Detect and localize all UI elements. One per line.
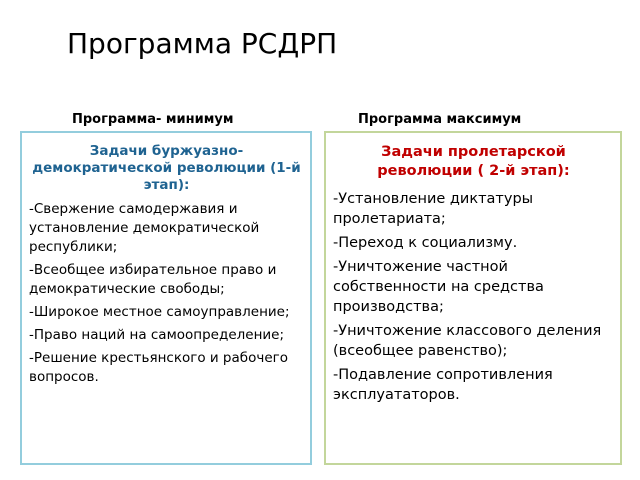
list-item: -Переход к социализму. [333,235,518,251]
maximum-program-heading: Программа максимум [358,112,522,127]
list-item: -Всеобщее избирательное право и демократические свободы; [29,262,277,297]
list-item: -Право наций на самоопределение; [29,327,285,343]
minimum-tasks-list [29,200,304,387]
list-item: -Подавление сопротивления эксплуататоров. [333,367,553,403]
bourgeois-revolution-tasks-title: Задачи буржуазно-демократической революции (1-й этап): [32,143,301,193]
proletarian-revolution-tasks-title: Задачи пролетарской революции ( 2-й этап): [377,144,570,179]
maximum-program-box [324,131,622,465]
list-item: -Установление диктатуры пролетариата; [333,191,534,227]
minimum-program-box [20,131,312,465]
slide-title: Программа РСДРП [67,27,338,60]
minimum-program-heading: Программа- минимум [72,112,234,127]
list-item: -Решение крестьянского и рабочего вопросов. [29,350,288,385]
list-item: -Уничтожение классового деления (всеобщее равенство); [333,323,602,359]
maximum-tasks-list [333,189,614,405]
list-item: -Свержение самодержавия и установление демократической республики; [29,201,260,255]
list-item: -Уничтожение частной собственности на средства производства; [333,259,544,315]
list-item: -Широкое местное самоуправление; [29,304,290,320]
